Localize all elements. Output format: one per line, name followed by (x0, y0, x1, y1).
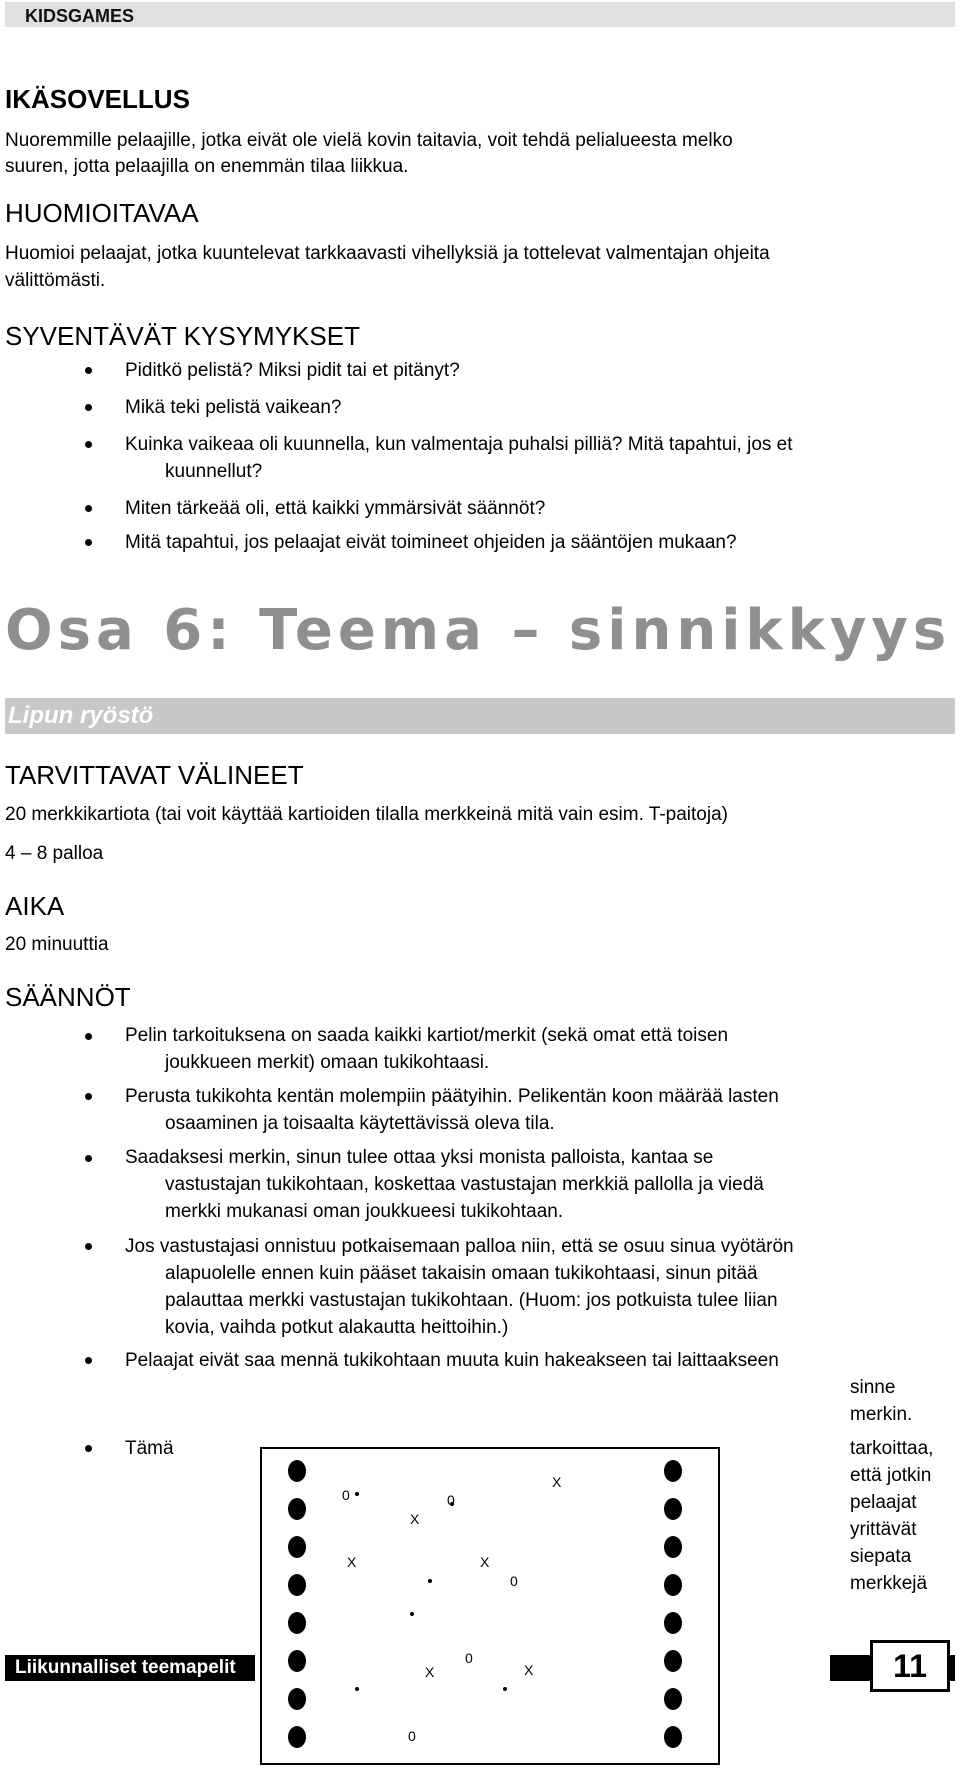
saannot-heading: SÄÄNNÖT (5, 982, 131, 1012)
ball (355, 1492, 359, 1496)
base-marker (664, 1574, 682, 1596)
bullet (85, 367, 92, 374)
rule-6-word-6: merkkejä (850, 1573, 928, 1594)
bullet (85, 1445, 92, 1452)
question-5: Mitä tapahtui, jos pelaajat eivät toimineet ohjeiden ja sääntöjen mukaan? (125, 532, 737, 553)
rule-6-word-2: että jotkin (850, 1465, 932, 1486)
rule-4-cont-3: kovia, vaihda potkut alakautta heittoihin.) (165, 1317, 509, 1338)
rule-5-cont-1: sinne (850, 1377, 896, 1398)
rule-6: Tämä (125, 1438, 174, 1459)
base-marker (664, 1688, 682, 1710)
question-1: Piditkö pelistä? Miksi pidit tai et pitänyt? (125, 360, 460, 381)
base-marker (664, 1536, 682, 1558)
header-bar (5, 2, 955, 27)
base-marker (288, 1612, 306, 1634)
syventavat-heading: SYVENTÄVÄT KYSYMYKSET (5, 321, 360, 351)
question-4: Miten tärkeää oli, että kaikki ymmärsivät säännöt? (125, 498, 546, 519)
base-marker (288, 1498, 306, 1520)
page-number: 11 (870, 1640, 950, 1692)
game-title: Lipun ryöstö (8, 702, 154, 729)
rule-2: Perusta tukikohta kentän molempiin päätyihin. Pelikentän koon määrää lasten (125, 1086, 779, 1107)
player-x: X (425, 1664, 435, 1680)
ball (503, 1687, 507, 1691)
ball (355, 1687, 359, 1691)
rule-6-word-1: tarkoittaa, (850, 1438, 934, 1459)
ikasovellus-line-1: Nuoremmille pelaajille, jotka eivät ole vielä kovin taitavia, voit tehdä pelialueesta melko (5, 130, 733, 151)
rule-1: Pelin tarkoituksena on saada kaikki kartiot/merkit (sekä omat että toisen (125, 1025, 729, 1046)
base-marker (288, 1536, 306, 1558)
tarvittavat-heading: TARVITTAVAT VÄLINEET (5, 760, 304, 790)
rule-4: Jos vastustajasi onnistuu potkaisemaan palloa niin, että se osuu sinua vyötärön (125, 1236, 794, 1257)
huomioitavaa-line-1: Huomioi pelaajat, jotka kuuntelevat tarkkaavasti vihellyksiä ja tottelevat valmentajan ohjeita (5, 243, 770, 264)
part-title: Osa 6: Teema – sinnikkyys (5, 598, 952, 663)
player-o: 0 (342, 1487, 350, 1503)
footer-bar (5, 1655, 255, 1681)
rule-4-cont-1: alapuolelle ennen kuin pääset takaisin omaan tukikohtaasi, sinun pitää (165, 1263, 758, 1284)
rule-6-word-3: pelaajat (850, 1492, 917, 1513)
player-o: 0 (510, 1573, 518, 1589)
question-2: Mikä teki pelistä vaikean? (125, 397, 342, 418)
rule-5-cont-2: merkin. (850, 1404, 913, 1425)
ikasovellus-heading: IKÄSOVELLUS (5, 84, 190, 114)
base-marker (288, 1460, 306, 1482)
player-x: X (524, 1662, 534, 1678)
base-marker (664, 1650, 682, 1672)
rule-5: Pelaajat eivät saa mennä tukikohtaan muuta kuin hakeakseen tai laittaakseen (125, 1350, 779, 1371)
aika-heading: AIKA (5, 891, 65, 921)
player-x: X (347, 1554, 357, 1570)
rule-3: Saadaksesi merkin, sinun tulee ottaa yksi monista palloista, kantaa se (125, 1147, 714, 1168)
question-3: Kuinka vaikeaa oli kuunnella, kun valmentaja puhalsi pilliä? Mitä tapahtui, jos et (125, 434, 793, 455)
base-marker (664, 1498, 682, 1520)
base-marker (288, 1574, 306, 1596)
rule-4-cont-2: palauttaa merkki vastustajan tukikohtaan. (Huom: jos potkuista tulee liian (165, 1290, 778, 1311)
player-x: X (480, 1554, 490, 1570)
player-o: 0 (408, 1728, 416, 1744)
bullet (85, 1357, 92, 1364)
aika-line-1: 20 minuuttia (5, 934, 109, 955)
ball (410, 1612, 414, 1616)
field-svg (262, 1449, 718, 1763)
bullet (85, 1155, 92, 1162)
player-o: 0 (447, 1492, 455, 1508)
bullet (85, 505, 92, 512)
rule-3-cont-1: vastustajan tukikohtaan, koskettaa vastustajan merkkiä pallolla ja viedä (165, 1174, 764, 1195)
ball (428, 1579, 432, 1583)
player-o: 0 (465, 1650, 473, 1666)
tarvittavat-line-2: 4 – 8 palloa (5, 843, 104, 864)
huomioitavaa-heading: HUOMIOITAVAA (5, 198, 199, 228)
base-marker (288, 1650, 306, 1672)
header-label: KIDSGAMES (25, 6, 135, 26)
base-marker (288, 1688, 306, 1710)
base-marker (664, 1612, 682, 1634)
bullet (85, 539, 92, 546)
huomioitavaa-line-2: välittömästi. (5, 270, 106, 291)
rule-3-cont-2: merkki mukanasi oman joukkueesi tukikohtaan. (165, 1201, 564, 1222)
ikasovellus-line-2: suuren, jotta pelaajilla on enemmän tilaa liikkua. (5, 156, 409, 177)
bullet (85, 404, 92, 411)
player-x: X (552, 1474, 562, 1490)
player-x: X (410, 1511, 420, 1527)
bullet (85, 441, 92, 448)
game-title-bar (5, 698, 955, 734)
rule-6-word-4: yrittävät (850, 1519, 917, 1540)
rule-6-word-5: siepata (850, 1546, 912, 1567)
rule-2-cont: osaaminen ja toisaalta käytettävissä oleva tila. (165, 1113, 555, 1134)
game-field-diagram (260, 1447, 720, 1765)
bullet (85, 1033, 92, 1040)
bullet (85, 1093, 92, 1100)
base-marker (288, 1726, 306, 1748)
base-marker (664, 1726, 682, 1748)
base-marker (664, 1460, 682, 1482)
rule-1-cont: joukkueen merkit) omaan tukikohtaasi. (165, 1052, 490, 1073)
footer-label: Liikunnalliset teemapelit (15, 1657, 236, 1678)
question-3-cont: kuunnellut? (165, 461, 263, 482)
bullet (85, 1243, 92, 1250)
tarvittavat-line-1: 20 merkkikartiota (tai voit käyttää kartioiden tilalla merkkeinä mitä vain esim. T-paitoja) (5, 804, 728, 825)
